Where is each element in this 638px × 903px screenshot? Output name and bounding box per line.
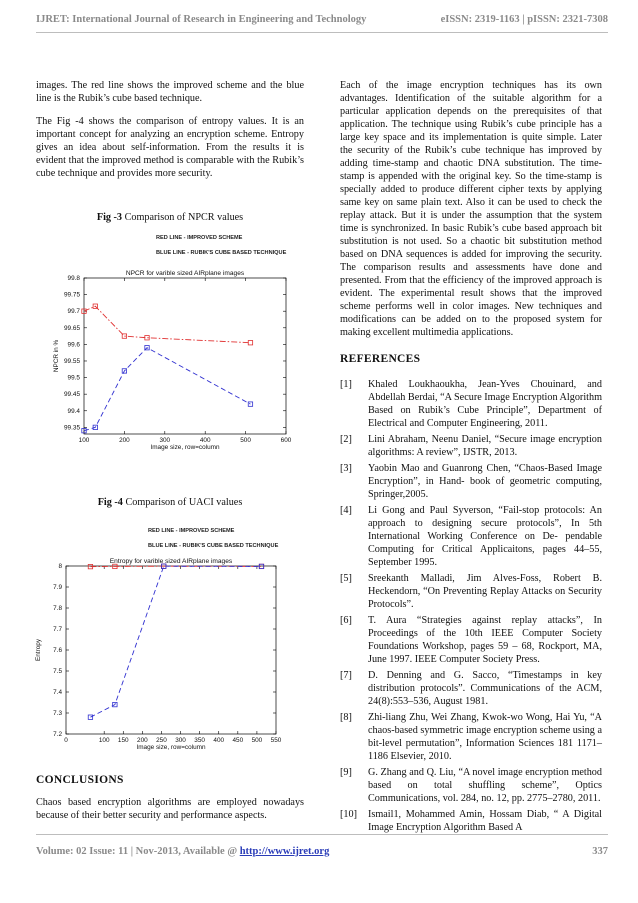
reference-text: G. Zhang and Q. Liu, “A novel image encryption method based on total shuffling scheme”, Optics Communications, vol. 284, no. 12, pp. 2775–2780, 2011. (368, 767, 602, 804)
reference-number: [2] (340, 434, 352, 445)
reference-item (340, 766, 602, 805)
reference-number: [1] (340, 379, 352, 390)
left-column (36, 79, 304, 190)
entropy-chart (35, 524, 304, 751)
paragraph: Each of the image encryption techniques has its own advantages. Identification of the suitable algorithm for a particular application depends on the prerequisites of that application. The technique using Rubik’s cube principle has a large key space and its implementation is quite simple. Later the security of the Rubik’s cube technique has improved by adding time-stamp and chaotic DNA substitution. The time-stamp is appended with the original key. So the time-stamp is specially added to produce different cipher texts by applying same key on same plain text. Also it can be used to check the replay attack. But it is under the assumption that the system time is synchronized. In basic Rubik’s cube based approach bit substitution is not used. So a chaotic bit substitution method based on DNA sequences is added for improving the security. The comparison results and assessments have done and presented. From that the efficiency of the improved approach is evident. The experimental result shows that the improved scheme performs well in color images. New techniques and modifications can be added on to the proposed system for making excellent multimedia applications. (340, 80, 602, 338)
references-list (340, 378, 602, 834)
x-axis-label: Image size, row=column (136, 744, 206, 751)
figure-3-caption-block (36, 211, 304, 224)
y-axis-label: NPCR in % (53, 339, 60, 373)
references-heading: REFERENCES (340, 353, 421, 365)
npcr-chart (40, 230, 308, 466)
x-tick-label: 600 (280, 437, 292, 444)
x-tick-label: 400 (213, 737, 225, 744)
fig-label: Fig -4 (97, 497, 123, 508)
x-tick-label: 200 (119, 437, 130, 444)
x-tick-label: 300 (175, 737, 186, 744)
reference-number: [8] (340, 712, 352, 723)
reference-text: Li Gong and Paul Syverson, “Fail-stop protocols: An approach to designing secure protocols”, In 5th International Working Conference on De- pendable Computing for Critical Applicaitons, pages 44–55, September 1995. (368, 505, 602, 568)
paragraph: Chaos based encryption algorithms are employed nowadays because of their better security and performance aspects. (36, 797, 304, 821)
reference-number: [9] (340, 767, 352, 778)
reference-text: Sreekanth Malladi, Jim Alves-Foss, Robert B. Heckendorn, “On Preventing Replay Attacks on Security Protocols”. (368, 573, 602, 610)
y-tick-label: 99.5 (67, 374, 80, 382)
y-axis-label: Entropy (35, 638, 42, 662)
y-tick-label: 8 (58, 563, 62, 570)
x-tick-label: 250 (156, 737, 167, 744)
footer-rule (36, 834, 608, 835)
reference-number: [7] (340, 670, 352, 681)
reference-text: Khaled Loukhaoukha, Jean-Yves Chouinard, and Abdellah Berdai, “A Secure Image Encryption Algorithm Based on Rubik’s Cube Principle”, Department of Electrical and Computer Engineering, 2011. (368, 379, 602, 429)
issn: eISSN: 2319-1163 | pISSN: 2321-7308 (440, 14, 608, 25)
reference-text: Ismail1, Mohammed Amin, Hossam Diab, “ A Digital Image Encryption Algorithm Based A (368, 809, 602, 833)
y-tick-label: 99.45 (64, 391, 80, 399)
y-tick-label: 99.4 (67, 407, 80, 415)
reference-item (340, 669, 602, 708)
right-column (340, 79, 602, 837)
reference-text: Zhi-liang Zhu, Wei Zhang, Kwok-wo Wong, Hai Yu, “A chaos-based symmetric image encryption scheme using a bit-level permutation”, Information Sciences 181 1171–1186 Elsevier, 2010. (368, 712, 602, 762)
paragraph: The Fig -4 shows the comparison of entropy values. It is an important concept for analyzing an encryption scheme. Entropy gives an idea about self-information. From the results it is evident that the improved method is comparable with the Rubik’s cube technique and provides more security. (36, 116, 304, 179)
reference-item (340, 378, 602, 430)
chart-title: NPCR for varible sized AIRplane images (125, 270, 245, 277)
x-tick-label: 150 (117, 737, 129, 744)
running-header (36, 14, 608, 30)
x-tick-label: 300 (159, 437, 171, 444)
reference-number: [5] (340, 573, 352, 584)
footer-volume: Volume: 02 Issue: 11 | Nov-2013, Available @ http://www.ijret.org (36, 846, 330, 857)
paragraph: images. The red line shows the improved scheme and the blue line is the Rubik’s cube based technique. (36, 80, 304, 104)
y-tick-label: 7.6 (53, 647, 62, 654)
x-tick-label: 100 (78, 437, 90, 444)
x-tick-label: 200 (137, 737, 148, 744)
journal-name: IJRET: International Journal of Research in Engineering and Technology (36, 14, 367, 25)
reference-item (340, 711, 602, 763)
y-tick-label: 7.3 (53, 710, 62, 717)
reference-item (340, 808, 602, 834)
reference-item (340, 462, 602, 501)
figure-3-caption (36, 211, 304, 224)
header-rule (36, 32, 608, 33)
conclusions-heading: CONCLUSIONS (36, 774, 124, 786)
y-tick-label: 99.75 (64, 291, 80, 299)
page-number: 337 (592, 846, 608, 857)
x-tick-label: 100 (98, 737, 110, 744)
reference-number: [10] (340, 809, 357, 820)
reference-item (340, 504, 602, 569)
y-tick-label: 99.6 (67, 341, 80, 349)
x-tick-label: 350 (194, 737, 205, 744)
y-tick-label: 7.9 (53, 584, 62, 591)
chart-title: Entropy for varible sized AIRplane images (109, 558, 233, 565)
y-tick-label: 7.8 (53, 605, 62, 612)
running-footer (36, 846, 608, 862)
y-tick-label: 7.7 (53, 626, 62, 633)
x-tick-label: 500 (251, 737, 263, 744)
x-tick-label: 500 (240, 437, 251, 444)
fig-caption-text: Comparison of UACI values (122, 497, 243, 508)
journal-link[interactable]: http://www.ijret.org (239, 846, 330, 857)
x-tick-label: 400 (199, 437, 211, 444)
legend-blue: BLUE LINE - RUBIK'S CUBE BASED TECHNIQUE (148, 543, 279, 549)
x-tick-label: 550 (270, 737, 282, 744)
y-tick-label: 99.7 (67, 308, 80, 316)
y-tick-label: 99.55 (64, 357, 80, 365)
reference-number: [3] (340, 463, 352, 474)
y-tick-label: 7.4 (53, 689, 62, 696)
figure-4-caption (36, 496, 304, 509)
reference-item (340, 433, 602, 459)
figure-4-caption-block (36, 496, 304, 509)
plot-area (66, 566, 276, 734)
reference-text: D. Denning and G. Sacco, “Timestamps in key distribution protocols”. Communications of the ACM, 24(8):553–536, August 1981. (368, 670, 602, 707)
y-tick-label: 99.8 (67, 275, 80, 282)
reference-item (340, 614, 602, 666)
x-axis-label: Image size, row=column (150, 444, 220, 451)
reference-number: [6] (340, 615, 352, 626)
y-tick-label: 99.35 (64, 424, 80, 432)
plot-area (84, 278, 286, 434)
x-tick-label: 450 (232, 737, 244, 744)
reference-text: T. Aura “Strategies against replay attacks”, In Proceedings of the 10th IEEE Computer Society Foundations Workshop, pages 59 – 68, Rockport, MA, June 1997. IEEE Computer Society Press. (368, 615, 602, 665)
fig-caption-text: Comparison of NPCR values (122, 212, 244, 223)
reference-number: [4] (340, 505, 352, 516)
conclusions-section (36, 774, 304, 832)
legend-red: RED LINE - IMPROVED SCHEME (156, 235, 243, 241)
reference-item (340, 572, 602, 611)
y-tick-label: 7.2 (53, 731, 62, 738)
y-tick-label: 99.65 (64, 324, 80, 332)
reference-text: Yaobin Mao and Guanrong Chen, “Chaos-Based Image Encryption”, in Hand- book of geometric computing, Springer,2005. (368, 463, 602, 500)
x-tick-label: 0 (64, 737, 68, 744)
legend-red: RED LINE - IMPROVED SCHEME (148, 528, 235, 534)
legend-blue: BLUE LINE - RUBIK'S CUBE BASED TECHNIQUE (156, 250, 287, 256)
fig-label: Fig -3 (96, 212, 123, 223)
reference-text: Lini Abraham, Neenu Daniel, “Secure image encryption algorithms: A review”, IJSTR, 2013. (368, 434, 602, 458)
y-tick-label: 7.5 (53, 668, 62, 675)
